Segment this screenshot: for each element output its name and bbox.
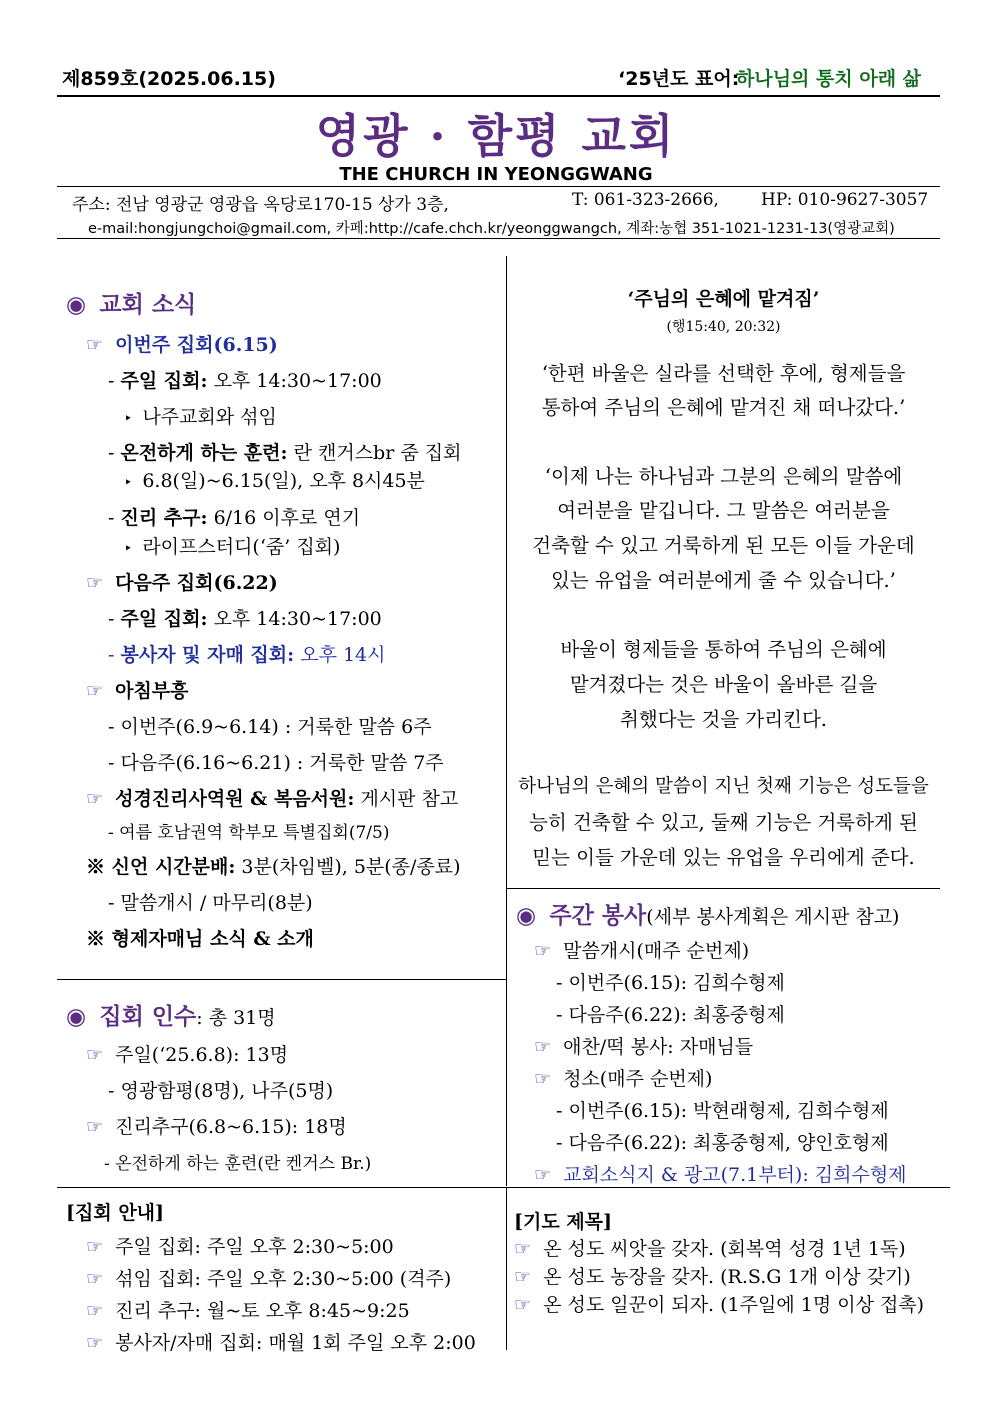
attendance-truth xyxy=(86,1112,347,1139)
attendance-truth-text: 진리추구(6.8~6.15): 18명 xyxy=(115,1116,347,1138)
church-subtitle: THE CHURCH IN YEONGGWANG xyxy=(339,164,653,185)
pointing-hand-icon: ☞ xyxy=(86,1332,104,1354)
pointing-hand-icon: ☞ xyxy=(86,1300,104,1322)
church-title: 영광 · 함평 교회 xyxy=(315,109,677,163)
prayer-text: 온 성도 농장을 갖자. (R.S.G 1개 이상 갖기) xyxy=(543,1266,911,1288)
next-sunday-label: 주일 집회: xyxy=(120,608,208,630)
service-clean-this: - 이번주(6.15): 박현래형제, 김희수형제 xyxy=(556,1100,889,1122)
truth-text: 6/16 이후로 연기 xyxy=(213,507,361,529)
attendance-total: : 총 31명 xyxy=(196,1007,276,1029)
bible-label: 성경진리사역원 & 복음서원: xyxy=(115,788,355,810)
news-title: 교회 소식 xyxy=(99,291,197,318)
training-label: 온전하게 하는 훈련: xyxy=(120,442,288,464)
attendance-sunday xyxy=(86,1040,288,1067)
motto-label: ‘25년도 표어: xyxy=(618,68,740,90)
prayer-title: [기도 제목] xyxy=(514,1211,613,1233)
prayer-item xyxy=(514,1262,911,1289)
column-divider-bottom xyxy=(506,1188,507,1350)
morning-revival-heading xyxy=(86,676,189,703)
bible-ministry xyxy=(86,784,458,811)
message-line: ‘이제 나는 하나님과 그분의 은혜의 말씀에 xyxy=(544,465,903,488)
brethren-news: ※ 형제자매님 소식 & 소개 xyxy=(86,928,314,950)
service-clean xyxy=(534,1064,712,1091)
meeting-guide-item xyxy=(86,1296,410,1323)
sunday-label: 주일 집회: xyxy=(120,370,208,392)
message-line: 여러분을 맡깁니다. 그 말씀은 여러분을 xyxy=(557,499,890,522)
pointing-hand-icon: ☞ xyxy=(534,1164,552,1186)
attendance-title: 집회 인수 xyxy=(99,1003,197,1030)
attendance-truth-detail: - 온전하게 하는 훈련(란 켄거스 Br.) xyxy=(104,1154,372,1174)
pointing-hand-icon: ☞ xyxy=(514,1294,532,1316)
service-word xyxy=(534,936,749,963)
service-heading xyxy=(516,897,899,930)
attendance-truth-detail-text: 온전하게 하는 훈련(란 켄거스 Br.) xyxy=(115,1154,372,1174)
meeting-guide-text: 봉사자/자매 집회: 매월 1회 주일 오후 2:00 xyxy=(115,1332,476,1354)
circle-bullet-icon: ◉ xyxy=(66,292,87,318)
truth-note xyxy=(124,532,340,559)
service-clean-text: 청소(매주 순번제) xyxy=(563,1068,713,1090)
prayer-text: 온 성도 일꾼이 되자. (1주일에 1명 이상 접촉) xyxy=(543,1294,925,1316)
pointing-hand-icon: ☞ xyxy=(86,1116,104,1138)
bottom-section-rule xyxy=(57,1187,950,1188)
morning-this-week: - 이번주(6.9~6.14) : 거룩한 말씀 6주 xyxy=(108,716,432,738)
pointing-hand-icon: ☞ xyxy=(86,1268,104,1290)
service-word-this: - 이번주(6.15): 김희수형제 xyxy=(556,972,785,994)
pointing-hand-icon: ☞ xyxy=(534,940,552,962)
attendance-heading xyxy=(66,998,276,1031)
morning-next-week: - 다음주(6.16~6.21) : 거룩한 말씀 7주 xyxy=(108,752,444,774)
service-word-next: - 다음주(6.22): 최홍중형제 xyxy=(556,1004,785,1026)
subtitle-rule xyxy=(57,186,940,187)
morning-this-text: 이번주(6.9~6.14) : 거룩한 말씀 6주 xyxy=(120,716,432,738)
prayer-text: 온 성도 씨앗을 갖자. (회복역 성경 1년 1독) xyxy=(543,1238,906,1260)
training-meeting: - 온전하게 하는 훈련: 란 캔거스br 줌 집회 xyxy=(108,442,462,464)
training-text: 란 캔거스br 줌 집회 xyxy=(293,442,462,464)
truth-note-text: 라이프스터디(‘줌’ 집회) xyxy=(142,536,341,558)
servants-meeting: - 봉사자 및 자매 집회: 오후 14시 xyxy=(108,644,386,666)
training-note xyxy=(124,466,425,493)
time-text: 3분(차임벨), 5분(종/종료) xyxy=(241,856,461,878)
message-line: 취했다는 것을 가리킨다. xyxy=(620,708,827,731)
pointing-hand-icon: ☞ xyxy=(86,1236,104,1258)
service-word-this-text: 이번주(6.15): 김희수형제 xyxy=(568,972,785,994)
email-line: e-mail:hongjungchoi@gmail.com, 카페:http://cafe.chch.kr/yeonggwangch, 계좌:농협 351-1021-1231-13(영광교회) xyxy=(88,221,895,237)
arrow-bullet-icon: ‣ xyxy=(124,411,133,427)
time-note-text: 말씀개시 / 마무리(8분) xyxy=(120,892,313,914)
pointing-hand-icon: ☞ xyxy=(86,334,104,356)
service-clean-this-text: 이번주(6.15): 박현래형제, 김희수형제 xyxy=(568,1100,889,1122)
truth-meeting: - 진리 추구: 6/16 이후로 연기 xyxy=(108,507,361,529)
attendance-sunday-text: 주일(‘25.6.8): 13명 xyxy=(115,1044,289,1066)
servants-label: 봉사자 및 자매 집회: xyxy=(120,644,295,666)
next-sunday-time: 오후 14:30~17:00 xyxy=(213,608,382,630)
service-clean-next: - 다음주(6.22): 최홍중형제, 양인호형제 xyxy=(556,1132,889,1154)
meeting-guide-item xyxy=(86,1232,394,1259)
message-line: 있는 유업을 여러분에게 줄 수 있습니다.’ xyxy=(551,569,896,592)
pointing-hand-icon: ☞ xyxy=(86,572,104,594)
truth-label: 진리 추구: xyxy=(120,507,208,529)
servants-time: 오후 14시 xyxy=(300,644,386,666)
news-rule xyxy=(57,979,506,980)
morning-revival-title: 아침부흥 xyxy=(115,680,189,702)
pointing-hand-icon: ☞ xyxy=(86,1044,104,1066)
message-line: 건축할 수 있고 거룩하게 된 모든 이들 가운데 xyxy=(532,534,915,557)
sunday-time: 오후 14:30~17:00 xyxy=(213,370,382,392)
service-bulletin-text: 교회소식지 & 광고(7.1부터): 김희수형제 xyxy=(563,1164,907,1186)
message-rule xyxy=(506,888,940,889)
service-word-text: 말씀개시(매주 순번제) xyxy=(563,940,750,962)
meeting-guide-text: 주일 집회: 주일 오후 2:30~5:00 xyxy=(115,1236,394,1258)
pointing-hand-icon: ☞ xyxy=(86,680,104,702)
address: 주소: 전남 영광군 영광읍 옥당로170-15 상가 3층, xyxy=(72,195,449,215)
meeting-guide-item xyxy=(86,1264,451,1291)
message-reference: (행15:40, 20:32) xyxy=(666,319,781,335)
service-hymn xyxy=(534,1032,753,1059)
service-note: (세부 봉사계획은 게시판 참고) xyxy=(646,906,900,928)
bible-note-text: 여름 호남권역 학부모 특별집회(7/5) xyxy=(119,823,390,843)
bible-text: 게시판 참고 xyxy=(360,788,459,810)
next-week-title: 다음주 집회(6.22) xyxy=(115,572,278,594)
morning-next-text: 다음주(6.16~6.21) : 거룩한 말씀 7주 xyxy=(120,752,444,774)
contact-rule xyxy=(57,238,940,239)
message-line: 하나님의 은혜의 말씀이 지닌 첫째 기능은 성도들을 xyxy=(518,776,929,797)
meeting-guide-text: 진리 추구: 월~토 오후 8:45~9:25 xyxy=(115,1300,410,1322)
sunday-meeting: - 주일 집회: 오후 14:30~17:00 xyxy=(108,370,382,392)
issue-number: 제859호(2025.06.15) xyxy=(62,68,276,90)
next-sunday-meeting: - 주일 집회: 오후 14:30~17:00 xyxy=(108,608,382,630)
sunday-note xyxy=(124,402,277,429)
training-note-text: 6.8(일)~6.15(일), 오후 8시45분 xyxy=(142,470,425,492)
pointing-hand-icon: ☞ xyxy=(86,788,104,810)
circle-bullet-icon: ◉ xyxy=(66,1004,87,1030)
prayer-item xyxy=(514,1234,906,1261)
pointing-hand-icon: ☞ xyxy=(534,1068,552,1090)
pointing-hand-icon: ☞ xyxy=(534,1036,552,1058)
message-line: 맡겨졌다는 것은 바울이 올바른 길을 xyxy=(569,673,878,696)
arrow-bullet-icon: ‣ xyxy=(124,541,133,557)
meeting-guide-title: [집회 안내] xyxy=(66,1202,165,1224)
message-line: 능히 건축할 수 있고, 둘째 기능은 거룩하게 된 xyxy=(529,811,918,834)
next-week-heading xyxy=(86,568,278,595)
service-clean-next-text: 다음주(6.22): 최홍중형제, 양인호형제 xyxy=(568,1132,889,1154)
meeting-guide-item xyxy=(86,1328,476,1355)
this-week-heading xyxy=(86,330,278,357)
service-title: 주간 봉사 xyxy=(549,902,647,929)
phone: T: 061-323-2666, xyxy=(572,190,719,210)
this-week-title: 이번주 집회(6.15) xyxy=(115,334,278,356)
message-line: 믿는 이들 가운데 있는 유업을 우리에게 준다. xyxy=(532,846,915,869)
header-rule xyxy=(57,95,940,97)
time-note: - 말씀개시 / 마무리(8분) xyxy=(108,892,313,914)
attendance-sunday-detail: - 영광함평(8명), 나주(5명) xyxy=(108,1080,334,1102)
motto: 하나님의 통치 아래 삶 xyxy=(736,68,922,90)
mobile: HP: 010-9627-3057 xyxy=(761,190,929,210)
service-word-next-text: 다음주(6.22): 최홍중형제 xyxy=(568,1004,785,1026)
message-line: ‘한편 바울은 실라를 선택한 후에, 형제들을 xyxy=(541,362,906,385)
circle-bullet-icon: ◉ xyxy=(516,903,537,929)
bible-note: - 여름 호남권역 학부모 특별집회(7/5) xyxy=(108,823,390,843)
time-allocation xyxy=(86,852,461,879)
meeting-guide-text: 섞임 집회: 주일 오후 2:30~5:00 (격주) xyxy=(115,1268,452,1290)
prayer-item xyxy=(514,1290,924,1317)
time-label: ※ 신언 시간분배: xyxy=(86,856,236,878)
sunday-note-text: 나주교회와 섞임 xyxy=(142,406,277,428)
arrow-bullet-icon: ‣ xyxy=(124,475,133,491)
news-heading xyxy=(66,286,196,319)
message-line: 바울이 형제들을 통하여 주님의 은혜에 xyxy=(560,638,887,661)
pointing-hand-icon: ☞ xyxy=(514,1266,532,1288)
message-line: 통하여 주님의 은혜에 맡겨진 채 떠나갔다.’ xyxy=(541,396,906,419)
attendance-sunday-detail-text: 영광함평(8명), 나주(5명) xyxy=(120,1080,334,1102)
message-title: ‘주님의 은혜에 맡겨짐’ xyxy=(627,288,820,310)
pointing-hand-icon: ☞ xyxy=(514,1238,532,1260)
service-bulletin xyxy=(534,1160,907,1187)
service-hymn-text: 애찬/떡 봉사: 자매님들 xyxy=(563,1036,754,1058)
